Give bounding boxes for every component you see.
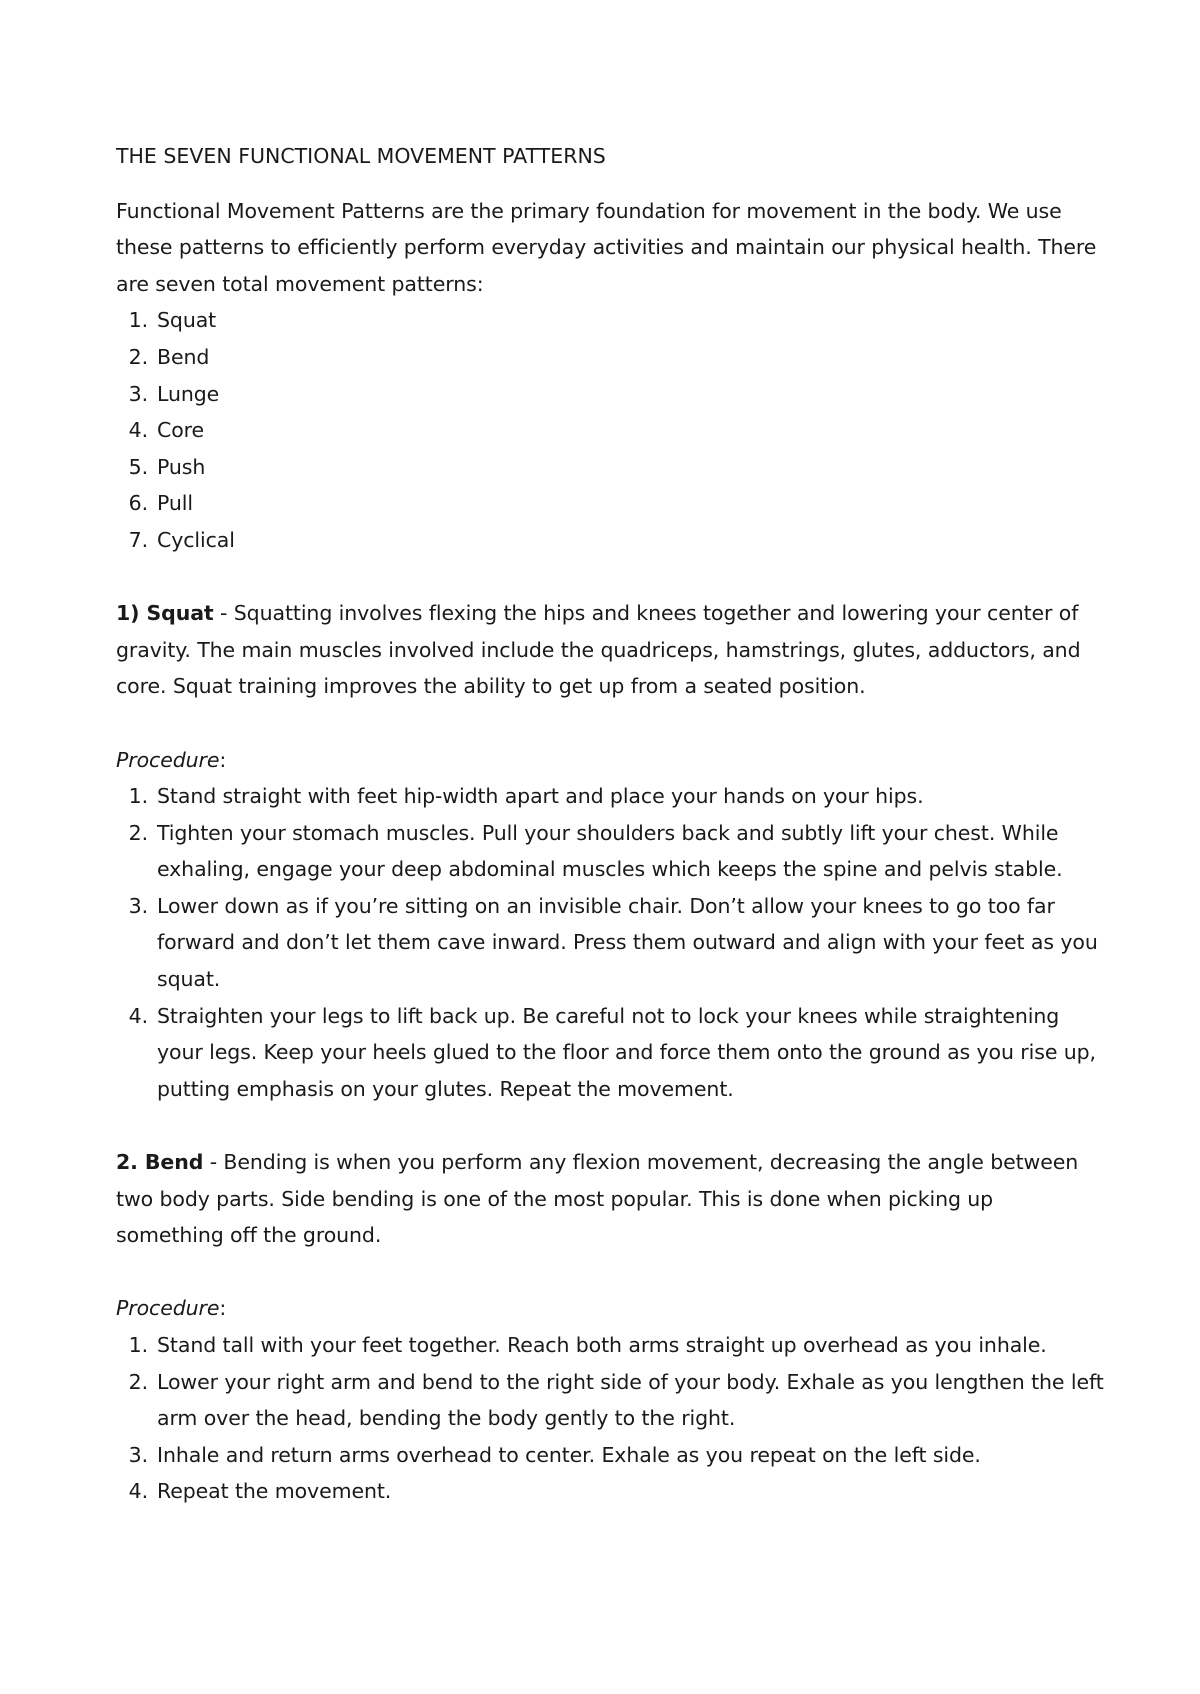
document-content [116,138,1106,1510]
list-item: 7. Cyclical [128,527,235,552]
bend-paragraph [116,1144,1106,1254]
list-item: 1. Stand tall with your feet together. Reach both arms straight up overhead as you inhale. [128,1333,1047,1357]
spacer [116,559,1106,596]
list-item: 6. Pull [128,491,193,516]
list-item: 2. Tighten your stomach muscles. Pull your shoulders back and subtly lift your chest. While exhaling, engage your deep abdominal muscles which keeps the spine and pelvis stable. [128,820,1063,882]
list-item: 2. Lower your right arm and bend to the right side of your body. Exhale as you lengthen the left arm over the head, bending the body gently to the right. [128,1369,1104,1431]
intro-paragraph: Functional Movement Patterns are the primary foundation for movement in the body. We use these patterns to efficiently perform everyday activities and maintain our physical health. There are seven total movement patterns: [116,198,1097,296]
spacer [116,1254,1106,1291]
bend-procedure-label: Procedure: [116,1296,227,1321]
list-item: 3. Lower down as if you’re sitting on an invisible chair. Don’t allow your knees to go too far forward and don’t let them cave inward. Press them outward and align with your feet as you squat. [128,893,1098,992]
list-item: 5. Push [128,454,206,479]
list-item: 2. Bend [128,344,210,369]
bend-heading: 2. Bend [116,1150,204,1175]
spacer [116,1107,1106,1144]
squat-heading: 1) Squat [116,601,214,626]
document-title: THE SEVEN FUNCTIONAL MOVEMENT PATTERNS [116,144,606,168]
list-item: 3. Lunge [128,381,220,406]
list-item: 1. Squat [128,308,217,333]
list-item: 3. Inhale and return arms overhead to center. Exhale as you repeat on the left side. [128,1442,981,1467]
squat-description: - Squatting involves flexing the hips and knees together and lowering your center of gravity. The main muscles involved include the quadriceps, hamstrings, glutes, adductors, and core. Squat training improves the ability to get up from a seated position. [116,601,1081,699]
bend-description: - Bending is when you perform any flexion movement, decreasing the angle between two body parts. Side bending is one of the most popular. This is done when picking up something off the ground. [116,1150,1079,1248]
squat-paragraph [116,595,1106,705]
squat-procedure-label: Procedure: [116,747,227,772]
list-item: 4. Straighten your legs to lift back up. Be careful not to lock your knees while straightening your legs. Keep your heels glued to the floor and force them onto the ground as you rise up, putting emphasis on your glutes. Repeat the movement. [128,1003,1096,1101]
spacer [116,705,1106,742]
list-item: 4. Repeat the movement. [128,1479,392,1504]
patterns-list [116,302,1106,558]
bend-steps-list [116,1327,1106,1510]
list-item: 4. Core [128,418,205,443]
list-item: 1. Stand straight with feet hip-width apart and place your hands on your hips. [128,784,924,809]
squat-steps-list [116,778,1106,1107]
